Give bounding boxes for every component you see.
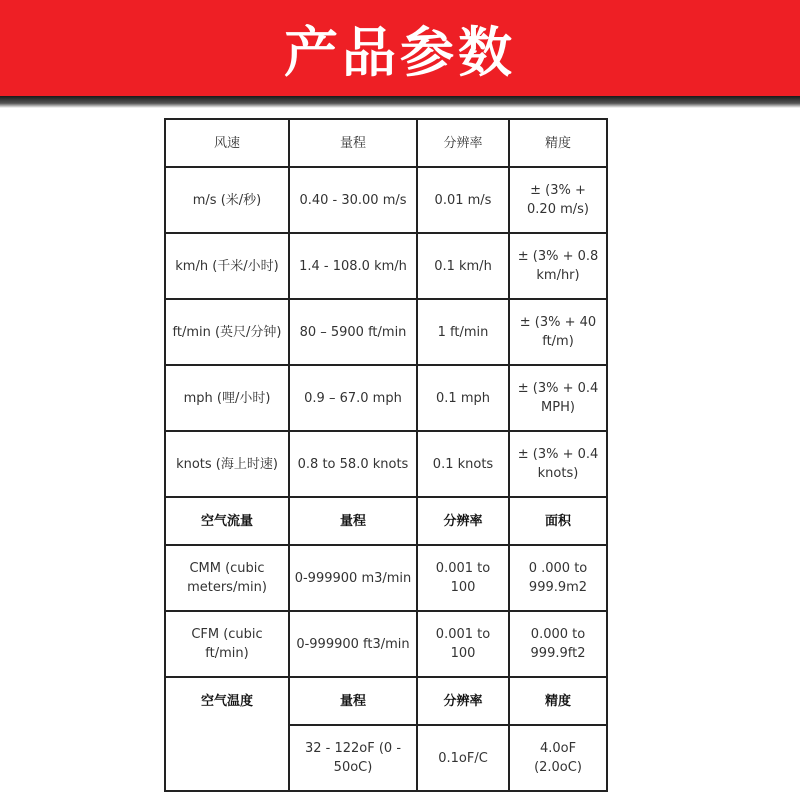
temperature-header-row [165,677,607,725]
table-row [165,365,607,431]
header-cell: 精度 [509,119,607,167]
resolution-cell: 0.1 knots [417,431,509,497]
table-row [165,545,607,611]
table-row [165,611,607,677]
unit-cell: CFM (cubic ft/min) [165,611,289,677]
header-cell: 分辨率 [417,677,509,725]
table-row [165,299,607,365]
range-cell: 0-999900 ft3/min [289,611,417,677]
range-cell: 0.8 to 58.0 knots [289,431,417,497]
resolution-cell: 0.001 to 100 [417,611,509,677]
unit-cell: knots (海上时速) [165,431,289,497]
range-cell: 0-999900 m3/min [289,545,417,611]
accuracy-cell: 4.0oF (2.0oC) [509,725,607,791]
table-row [165,431,607,497]
range-cell: 0.40 - 30.00 m/s [289,167,417,233]
table-row [165,167,607,233]
table-row [165,233,607,299]
page-title: 产品参数 [284,20,516,84]
header-cell: 量程 [289,119,417,167]
resolution-cell: 0.01 m/s [417,167,509,233]
unit-cell: CMM (cubic meters/min) [165,545,289,611]
wind-header-row [165,119,607,167]
header-cell: 风速 [165,119,289,167]
range-cell: 1.4 - 108.0 km/h [289,233,417,299]
range-cell: 0.9 – 67.0 mph [289,365,417,431]
unit-cell: km/h (千米/小时) [165,233,289,299]
accuracy-cell: ± (3% + 0.8 km/hr) [509,233,607,299]
header-cell: 空气温度 [165,677,289,791]
resolution-cell: 1 ft/min [417,299,509,365]
accuracy-cell: ± (3% + 0.4 MPH) [509,365,607,431]
header-banner [0,0,800,96]
unit-cell: m/s (米/秒) [165,167,289,233]
header-cell: 分辨率 [417,119,509,167]
header-cell: 面积 [509,497,607,545]
spec-table [164,118,608,792]
accuracy-cell: ± (3% + 0.20 m/s) [509,167,607,233]
header-cell: 量程 [289,497,417,545]
header-cell: 精度 [509,677,607,725]
range-cell: 32 - 122oF (0 - 50oC) [289,725,417,791]
unit-cell: ft/min (英尺/分钟) [165,299,289,365]
accuracy-cell: ± (3% + 40 ft/m) [509,299,607,365]
resolution-cell: 0.1 mph [417,365,509,431]
header-cell: 量程 [289,677,417,725]
range-cell: 80 – 5900 ft/min [289,299,417,365]
area-cell: 0 .000 to 999.9m2 [509,545,607,611]
header-cell: 空气流量 [165,497,289,545]
header-cell: 分辨率 [417,497,509,545]
resolution-cell: 0.1oF/C [417,725,509,791]
airflow-header-row [165,497,607,545]
unit-cell: mph (哩/小时) [165,365,289,431]
area-cell: 0.000 to 999.9ft2 [509,611,607,677]
resolution-cell: 0.1 km/h [417,233,509,299]
banner-shadow-divider [0,96,800,108]
accuracy-cell: ± (3% + 0.4 knots) [509,431,607,497]
resolution-cell: 0.001 to 100 [417,545,509,611]
